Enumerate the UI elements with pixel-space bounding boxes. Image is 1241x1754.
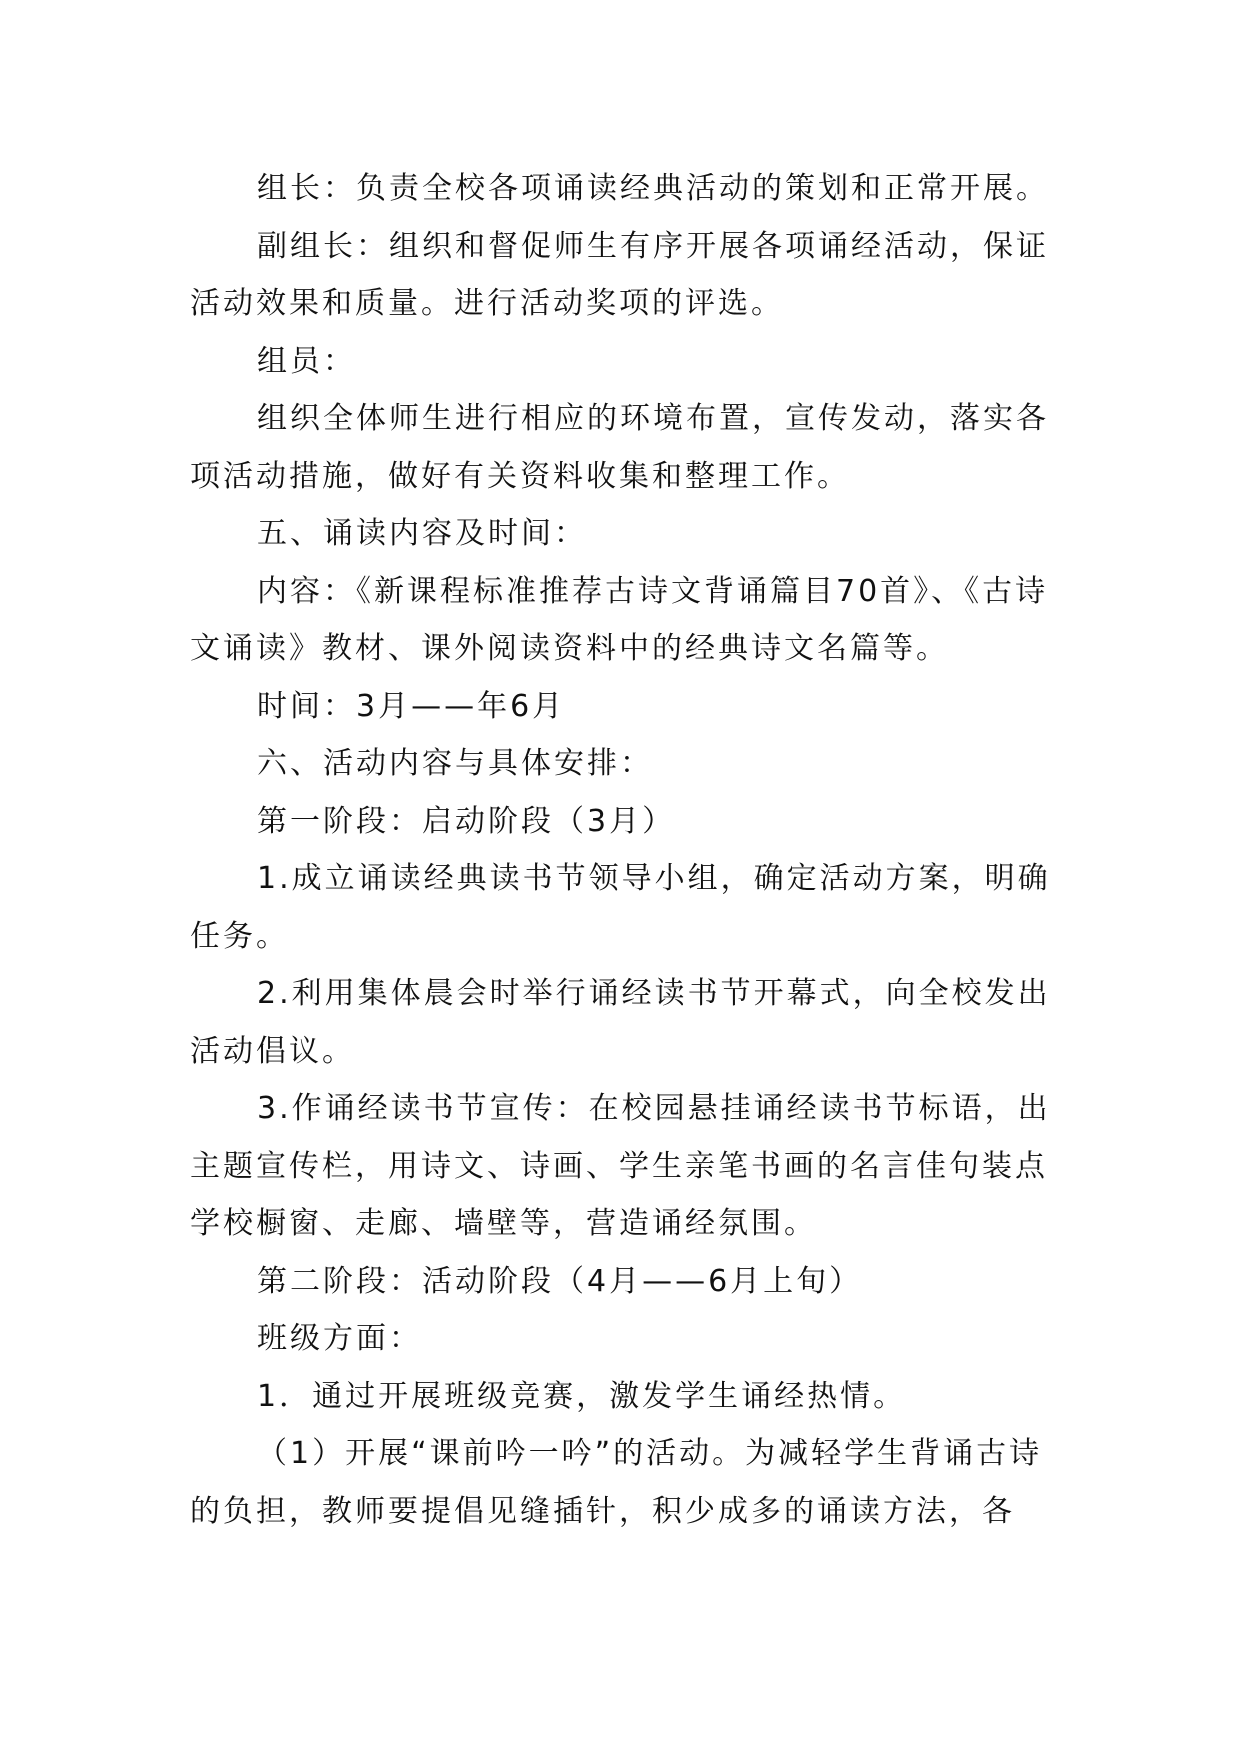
class-item-1-sub-1: （1）开展“课前吟一吟”的活动。为减轻学生背诵古诗的负担，教师要提倡见缝插针，积少成多的诵读方法，各 <box>190 1436 1043 1529</box>
paragraph-group-leader: 组长：负责全校各项诵读经典活动的策划和正常开展。 <box>257 171 1049 206</box>
section-heading-content-time: 五、诵读内容及时间： <box>257 516 587 551</box>
class-item-1: 1．通过开展班级竞赛，激发学生诵经热情。 <box>257 1378 907 1414</box>
phase-one-item-2: 2.利用集体晨会时举行诵经读书节开幕式，向全校发出活动倡议。 <box>190 976 1051 1069</box>
phase-one-item-3: 3.作诵经读书节宣传：在校园悬挂诵经读书节标语，出主题宣传栏，用诗文、诗画、学生亲笔书画的名言佳句装点学校橱窗、走廊、墙壁等，营造诵经氛围。 <box>190 1091 1051 1241</box>
phase-two-heading: 第二阶段：活动阶段（4月——6月上旬） <box>257 1263 863 1299</box>
phase-one-heading: 第一阶段：启动阶段（3月） <box>257 803 676 839</box>
paragraph-deputy-leader: 副组长：组织和督促师生有序开展各项诵经活动，保证活动效果和质量。进行活动奖项的评选。 <box>190 228 1049 321</box>
document-body <box>190 160 1060 1540</box>
paragraph-time: 时间：3月——年6月 <box>257 688 566 724</box>
paragraph-content: 内容：《新课程标准推荐古诗文背诵篇目70首》、《古诗文诵读》教材、课外阅读资料中的经典诗文名篇等。 <box>190 573 1049 666</box>
phase-one-item-1: 1.成立诵读经典读书节领导小组，确定活动方案，明确任务。 <box>190 861 1051 954</box>
section-heading-activities: 六、活动内容与具体安排： <box>257 746 653 781</box>
class-aspect-heading: 班级方面： <box>257 1321 422 1356</box>
paragraph-members-duty: 组织全体师生进行相应的环境布置，宣传发动，落实各项活动措施，做好有关资料收集和整理工作。 <box>190 401 1049 494</box>
paragraph-members-heading: 组员： <box>257 343 356 379</box>
